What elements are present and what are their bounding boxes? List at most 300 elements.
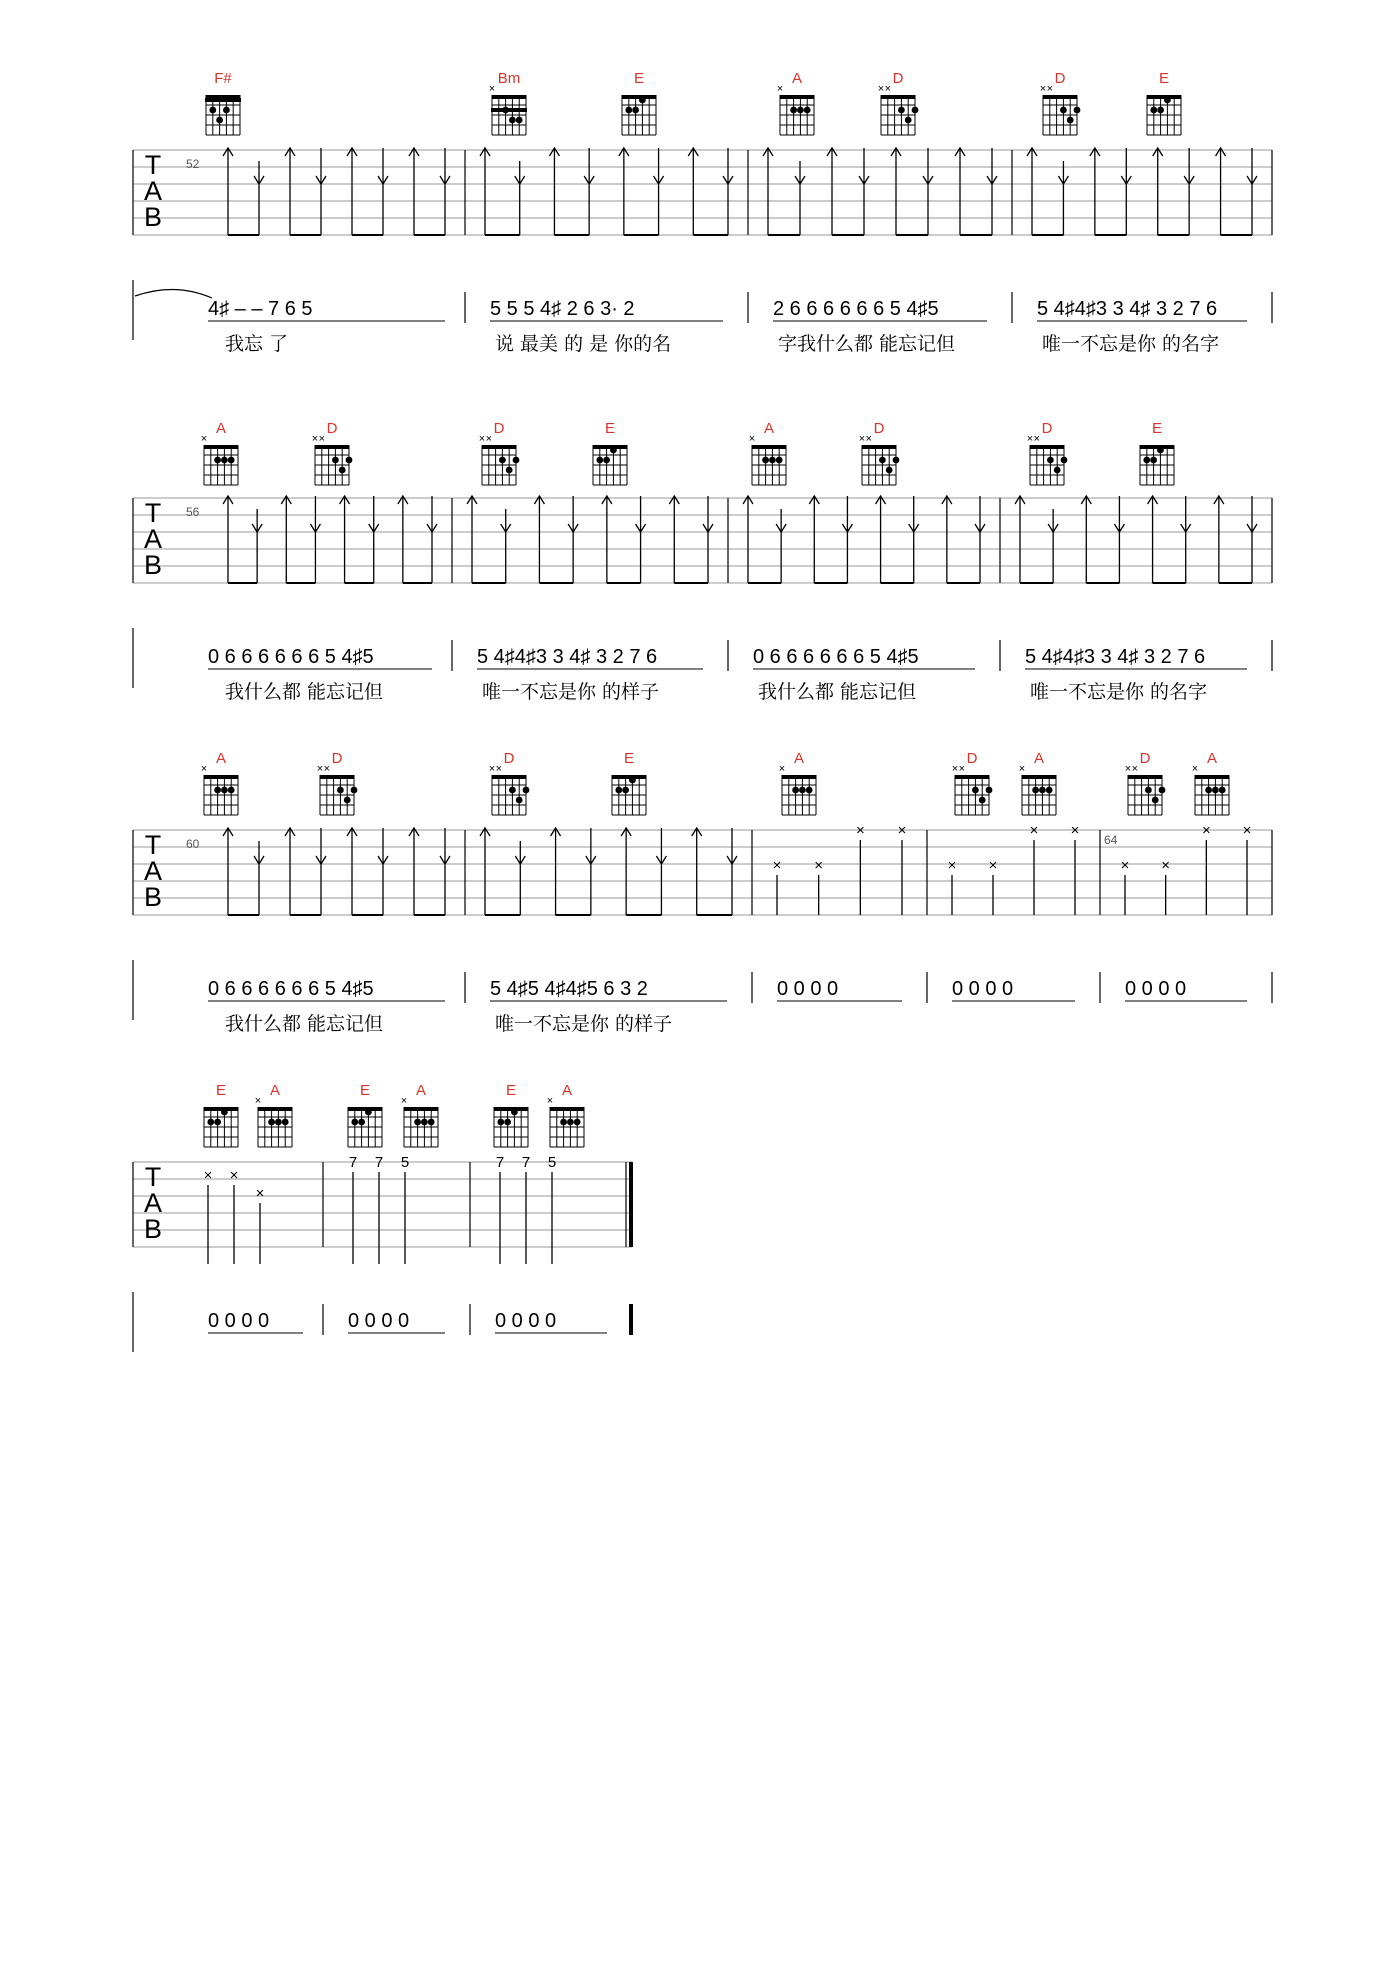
lyric-line: 说 最美 的 是 你的名 <box>495 333 672 355</box>
chord-name: E <box>359 1082 371 1099</box>
chord-nut <box>1030 445 1064 449</box>
fret-number: 7 <box>521 1154 531 1171</box>
chord-dot <box>511 1109 518 1116</box>
fret-number: 7 <box>374 1154 384 1171</box>
chord-diagram-a <box>255 1082 292 1147</box>
chord-dot <box>513 457 520 464</box>
chord-dot <box>214 787 221 794</box>
chord-dot <box>509 117 516 124</box>
chord-name: A <box>1206 750 1218 767</box>
chord-name: D <box>503 750 515 767</box>
chord-diagram-e <box>1147 70 1181 135</box>
chord-nut <box>492 95 526 99</box>
strum-pattern <box>1015 496 1257 583</box>
measure-number: 64 <box>1104 833 1118 847</box>
muted-string-mark: × <box>316 763 324 775</box>
chord-name: A <box>791 70 803 87</box>
chord-dot <box>972 787 979 794</box>
muted-hit: × <box>229 1167 239 1184</box>
chord-dot <box>214 1119 221 1126</box>
chord-dot <box>625 107 632 114</box>
notation-measure: 2 6 6 6 6 6 6 5 4♯5 <box>773 298 939 320</box>
strum-pattern <box>480 828 737 915</box>
chord-dot <box>516 117 523 124</box>
muted-hit: × <box>897 822 907 839</box>
muted-string-mark: × <box>1124 763 1132 775</box>
muted-hit: × <box>1070 822 1080 839</box>
strum-pattern <box>480 148 733 235</box>
chord-dot <box>221 1109 228 1116</box>
chord-dot <box>351 787 358 794</box>
chord-dot <box>567 1119 574 1126</box>
tab-clef-letter: A <box>143 176 163 206</box>
chord-diagram-d <box>1027 420 1068 485</box>
tab-staff <box>133 150 1272 235</box>
muted-hit: × <box>1029 822 1039 839</box>
tab-clef <box>144 830 162 912</box>
chord-diagram-a <box>401 1082 438 1147</box>
chord-diagram-a <box>749 420 786 485</box>
chord-diagram-a <box>1019 750 1056 815</box>
tab-clef-letter: A <box>143 524 163 554</box>
tab-staff <box>133 830 1272 915</box>
chord-dot <box>1054 467 1061 474</box>
muted-string-mark: × <box>400 1095 408 1107</box>
muted-string-mark: × <box>1131 763 1139 775</box>
chord-dot <box>886 467 893 474</box>
muted-hit: × <box>1161 857 1171 874</box>
notation-measure: 0 0 0 0 <box>952 978 1014 1000</box>
chord-nut <box>550 1107 584 1111</box>
chord-nut <box>862 445 896 449</box>
muted-string-mark: × <box>776 83 784 95</box>
chord-nut <box>1140 445 1174 449</box>
notation-measure: 0 0 0 0 <box>1125 978 1187 1000</box>
chord-dot <box>979 797 986 804</box>
chord-dot <box>1074 107 1081 114</box>
muted-hit: × <box>988 857 998 874</box>
chord-dot <box>275 1119 282 1126</box>
lyric-line: 字我什么都 能忘记但 <box>778 333 956 355</box>
chord-nut <box>204 445 238 449</box>
muted-string-mark: × <box>546 1095 554 1107</box>
lyric-line: 我什么都 能忘记但 <box>225 1013 384 1035</box>
measure-number: 56 <box>186 505 200 519</box>
chord-dot <box>1152 797 1159 804</box>
chord-diagram-d <box>952 750 993 815</box>
chord-name: D <box>331 750 343 767</box>
fret-number: 5 <box>547 1154 557 1171</box>
chord-diagram-a <box>1192 750 1229 815</box>
muted-hit: × <box>255 1185 265 1202</box>
chord-diagram-a <box>547 1082 584 1147</box>
muted-hit: × <box>855 822 865 839</box>
final-barline-thick <box>629 1162 633 1247</box>
chord-diagram-e <box>348 1082 382 1147</box>
tab-clef-letter: A <box>143 856 163 886</box>
strum-pattern <box>743 496 985 583</box>
chord-name: E <box>215 1082 227 1099</box>
muted-string-mark: × <box>488 83 496 95</box>
chord-diagram-e <box>612 750 646 815</box>
tab-clef-letter: T <box>144 150 162 180</box>
chord-name: D <box>1041 420 1053 437</box>
chord-dot <box>502 107 509 114</box>
chord-dot <box>207 1119 214 1126</box>
chord-dot <box>1150 107 1157 114</box>
muted-string-mark: × <box>865 433 873 445</box>
chord-dot <box>1205 787 1212 794</box>
notation-measure: 0 0 0 0 <box>495 1310 557 1332</box>
chord-dot <box>332 457 339 464</box>
muted-hit: × <box>772 857 782 874</box>
chord-diagram-a <box>779 750 816 815</box>
chord-nut <box>348 1107 382 1111</box>
chord-diagram-d <box>489 750 530 815</box>
chord-name: E <box>633 70 645 87</box>
chord-nut <box>320 775 354 779</box>
numbered-notation-row <box>133 960 1272 1035</box>
chord-nut <box>780 95 814 99</box>
muted-string-mark: × <box>778 763 786 775</box>
chord-diagram-e <box>204 1082 238 1147</box>
chord-nut <box>404 1107 438 1111</box>
chord-diagram-d <box>479 420 520 485</box>
muted-hit: × <box>1242 822 1252 839</box>
tab-clef-letter: T <box>144 830 162 860</box>
muted-string-mark: × <box>318 433 326 445</box>
chord-nut <box>1195 775 1229 779</box>
notation-measure: 4♯ – – 7 6 5 <box>208 298 313 320</box>
lyric-line: 我忘 了 <box>225 333 289 355</box>
fret-number: 5 <box>400 1154 410 1171</box>
chord-nut <box>482 445 516 449</box>
muted-string-mark: × <box>748 433 756 445</box>
chord-name: A <box>215 750 227 767</box>
system-2 <box>133 420 1272 703</box>
muted-string-mark: × <box>254 1095 262 1107</box>
notation-measure: 5 4♯4♯3 3 4♯ 3 2 7 6 <box>1025 646 1206 668</box>
percussive-hits <box>948 822 1080 915</box>
chord-diagram-bm <box>489 70 527 135</box>
chord-dot <box>799 787 806 794</box>
chord-dot <box>790 107 797 114</box>
chord-nut <box>315 445 349 449</box>
lyric-line: 唯一不忘是你 的样子 <box>482 681 660 703</box>
chord-dot <box>414 1119 421 1126</box>
chord-dot <box>268 1119 275 1126</box>
notation-measure: 5 4♯5 4♯4♯5 6 3 2 <box>490 978 648 1000</box>
chord-dot <box>912 107 919 114</box>
chord-diagram-e <box>593 420 627 485</box>
chord-name: E <box>623 750 635 767</box>
chord-dot <box>1039 787 1046 794</box>
chord-dot <box>1219 787 1226 794</box>
chord-nut <box>881 95 915 99</box>
chord-diagram-d <box>859 420 900 485</box>
chord-name: D <box>966 750 978 767</box>
muted-string-mark: × <box>1033 433 1041 445</box>
strum-pattern <box>467 496 713 583</box>
chord-dot <box>358 1119 365 1126</box>
chord-dot <box>1145 787 1152 794</box>
tab-clef-letter: B <box>143 882 163 912</box>
muted-string-mark: × <box>323 763 331 775</box>
system-4 <box>133 1082 633 1352</box>
muted-hit: × <box>1120 857 1130 874</box>
chord-dot <box>223 107 230 114</box>
notation-measure: 0 0 0 0 <box>208 1310 270 1332</box>
chord-dot <box>603 457 610 464</box>
chord-nut <box>752 445 786 449</box>
tie-slur <box>135 289 212 298</box>
chord-name: A <box>215 420 227 437</box>
chord-dot <box>797 107 804 114</box>
muted-string-mark: × <box>1191 763 1199 775</box>
chord-dot <box>1164 97 1171 104</box>
chord-dot <box>905 117 912 124</box>
chord-name: D <box>326 420 338 437</box>
chord-name: D <box>873 420 885 437</box>
chord-nut <box>494 1107 528 1111</box>
fret-number: 7 <box>495 1154 505 1171</box>
chord-nut <box>612 775 646 779</box>
muted-string-mark: × <box>951 763 959 775</box>
tab-clef-letter: B <box>143 550 163 580</box>
chord-dot <box>792 787 799 794</box>
muted-string-mark: × <box>958 763 966 775</box>
lyric-line: 我什么都 能忘记但 <box>225 681 384 703</box>
chord-name: D <box>1054 70 1066 87</box>
numbered-notation-row <box>133 280 1272 355</box>
chord-nut <box>492 775 526 779</box>
muted-string-mark: × <box>1018 763 1026 775</box>
chord-diagram-a <box>201 420 238 485</box>
chord-name: F# <box>214 70 232 87</box>
chord-nut <box>204 775 238 779</box>
lyric-line: 我什么都 能忘记但 <box>758 681 917 703</box>
muted-string-mark: × <box>478 433 486 445</box>
chord-diagram-d <box>317 750 358 815</box>
chord-dot <box>596 457 603 464</box>
chord-dot <box>365 1109 372 1116</box>
chord-dot <box>516 797 523 804</box>
chord-dot <box>898 107 905 114</box>
chord-dot <box>776 457 783 464</box>
chord-diagram-d <box>1125 750 1166 815</box>
chord-dot <box>1067 117 1074 124</box>
chord-dot <box>337 787 344 794</box>
chord-diagram-a <box>201 750 238 815</box>
chord-dot <box>622 787 629 794</box>
chord-nut <box>622 95 656 99</box>
chord-name: E <box>604 420 616 437</box>
strum-pattern <box>223 828 450 915</box>
muted-string-mark: × <box>200 433 208 445</box>
chord-name: D <box>493 420 505 437</box>
notation-measure: 5 4♯4♯3 3 4♯ 3 2 7 6 <box>477 646 658 668</box>
chord-dot <box>506 467 513 474</box>
chord-diagram-d <box>312 420 353 485</box>
muted-string-mark: × <box>1026 433 1034 445</box>
muted-hit: × <box>947 857 957 874</box>
chord-dot <box>1150 457 1157 464</box>
chord-dot <box>893 457 900 464</box>
muted-hit: × <box>814 857 824 874</box>
chord-barre <box>205 98 241 102</box>
notation-measure: 0 6 6 6 6 6 6 5 4♯5 <box>208 978 374 1000</box>
tab-clef <box>144 1162 162 1244</box>
notation-measure: 0 0 0 0 <box>348 1310 410 1332</box>
chord-name: A <box>1033 750 1045 767</box>
chord-dot <box>1061 457 1068 464</box>
percussive-hits <box>773 822 907 915</box>
chord-dot <box>1143 457 1150 464</box>
fret-number: 7 <box>348 1154 358 1171</box>
chord-nut <box>1043 95 1077 99</box>
chord-name: Bm <box>497 70 521 87</box>
chord-dot <box>629 777 636 784</box>
chord-nut <box>1128 775 1162 779</box>
chord-name: A <box>793 750 805 767</box>
muted-string-mark: × <box>877 83 885 95</box>
chord-dot <box>1047 457 1054 464</box>
chord-dot <box>1212 787 1219 794</box>
chord-name: E <box>1158 70 1170 87</box>
tab-clef <box>144 150 162 232</box>
lyric-line: 唯一不忘是你 的名字 <box>1042 333 1220 355</box>
chord-dot <box>339 467 346 474</box>
muted-hit: × <box>203 1167 213 1184</box>
chord-dot <box>421 1119 428 1126</box>
chord-name: D <box>1139 750 1151 767</box>
muted-string-mark: × <box>1046 83 1054 95</box>
chord-dot <box>504 1119 511 1126</box>
chord-dot <box>344 797 351 804</box>
muted-string-mark: × <box>1039 83 1047 95</box>
tab-clef-letter: A <box>143 1188 163 1218</box>
chord-dot <box>209 107 216 114</box>
notation-measure: 0 6 6 6 6 6 6 5 4♯5 <box>208 646 374 668</box>
notation-measure: 5 5 5 4♯ 2 6 3· 2 <box>490 298 635 320</box>
muted-string-mark: × <box>884 83 892 95</box>
chord-dot <box>221 787 228 794</box>
chord-dot <box>351 1119 358 1126</box>
chord-nut <box>204 1107 238 1111</box>
chord-dot <box>1157 447 1164 454</box>
chord-nut <box>258 1107 292 1111</box>
lyric-line: 唯一不忘是你 的名字 <box>1030 681 1208 703</box>
chord-dot <box>639 97 646 104</box>
notation-measure: 0 0 0 0 <box>777 978 839 1000</box>
chord-dot <box>228 787 235 794</box>
muted-string-mark: × <box>200 763 208 775</box>
muted-string-mark: × <box>485 433 493 445</box>
chord-dot <box>806 787 813 794</box>
chord-dot <box>214 457 221 464</box>
chord-dot <box>615 787 622 794</box>
tab-clef-letter: B <box>143 202 163 232</box>
chord-dot <box>1157 107 1164 114</box>
muted-string-mark: × <box>495 763 503 775</box>
chord-name: A <box>415 1082 427 1099</box>
chord-diagram-e <box>622 70 656 135</box>
chord-name: E <box>1151 420 1163 437</box>
notation-measure: 0 6 6 6 6 6 6 5 4♯5 <box>753 646 919 668</box>
chord-diagram-d <box>878 70 919 135</box>
chord-dot <box>1046 787 1053 794</box>
chord-dot <box>1159 787 1166 794</box>
strum-pattern <box>763 148 997 235</box>
muted-hit: × <box>1201 822 1211 839</box>
numbered-notation-row <box>133 1292 633 1352</box>
chord-dot <box>560 1119 567 1126</box>
chord-dot <box>986 787 993 794</box>
chord-dot <box>1060 107 1067 114</box>
tab-clef <box>144 498 162 580</box>
muted-string-mark: × <box>858 433 866 445</box>
notation-final-bar <box>629 1304 633 1335</box>
chord-dot <box>610 447 617 454</box>
system-1 <box>133 70 1272 355</box>
chord-name: E <box>505 1082 517 1099</box>
measure-number: 60 <box>186 837 200 851</box>
chord-dot <box>1032 787 1039 794</box>
chord-dot <box>221 457 228 464</box>
chord-name: D <box>892 70 904 87</box>
chord-dot <box>216 117 223 124</box>
tab-clef-letter: T <box>144 498 162 528</box>
system-3 <box>133 750 1272 1035</box>
measure-number: 52 <box>186 157 200 171</box>
chord-dot <box>769 457 776 464</box>
chord-diagram-fsharp <box>205 70 241 135</box>
chord-dot <box>497 1119 504 1126</box>
muted-string-mark: × <box>311 433 319 445</box>
chord-diagram-a <box>777 70 814 135</box>
hits <box>204 1167 265 1264</box>
chord-diagram-d <box>1040 70 1081 135</box>
lyric-line: 唯一不忘是你 的样子 <box>495 1013 673 1035</box>
chord-dot <box>346 457 353 464</box>
tab-clef-letter: B <box>143 1214 163 1244</box>
chord-nut <box>1022 775 1056 779</box>
tab-staff <box>133 498 1272 583</box>
strum-pattern <box>1027 148 1257 235</box>
chord-diagram-e <box>494 1082 528 1147</box>
strum-pattern <box>223 148 450 235</box>
notation-measure: 5 4♯4♯3 3 4♯ 3 2 7 6 <box>1037 298 1218 320</box>
chord-name: A <box>269 1082 281 1099</box>
chord-dot <box>523 787 530 794</box>
chord-nut <box>782 775 816 779</box>
chord-nut <box>1147 95 1181 99</box>
chord-dot <box>282 1119 289 1126</box>
tab-clef-letter: T <box>144 1162 162 1192</box>
chord-nut <box>955 775 989 779</box>
chord-name: A <box>763 420 775 437</box>
percussive-hits <box>1121 822 1252 915</box>
chord-diagram-e <box>1140 420 1174 485</box>
chord-dot <box>632 107 639 114</box>
chord-dot <box>228 457 235 464</box>
muted-string-mark: × <box>488 763 496 775</box>
chord-nut <box>593 445 627 449</box>
numbered-notation-row <box>133 628 1272 703</box>
chord-dot <box>804 107 811 114</box>
chord-dot <box>499 457 506 464</box>
chord-name: A <box>561 1082 573 1099</box>
